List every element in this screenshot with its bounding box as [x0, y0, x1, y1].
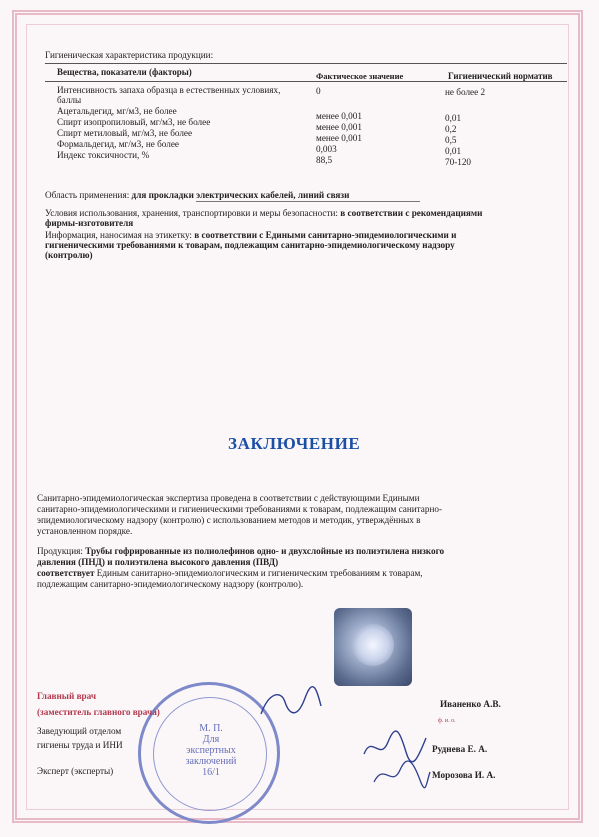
- conclusion-paragraph-line: эпидемиологическому надзору (контролю) с использованием методов и методик, утверждённых в: [37, 515, 421, 525]
- table-top-line: [45, 63, 567, 64]
- hygienic-title: Гигиеническая характеристика продукции:: [45, 50, 214, 60]
- complies-rest: Единым санитарно-эпидемиологическим и гигиеническим требованиям к товарам,: [96, 568, 423, 578]
- row-name: Ацетальдегид, мг/м3, не более: [57, 106, 177, 116]
- col-substances-header: Вещества, показатели (факторы): [57, 67, 192, 77]
- expert-signature: [370, 758, 432, 794]
- usage-line: [45, 208, 482, 218]
- complies-line: [37, 568, 423, 578]
- fio-caption: ф. и. о.: [438, 718, 456, 724]
- row-actual: менее 0,001: [316, 122, 362, 132]
- row-norm: 0,01: [445, 113, 462, 123]
- usage-value-cont: фирмы-изготовителя: [45, 218, 134, 228]
- chief-title: Главный врач: [37, 691, 97, 701]
- head-name: Руднева Е. А.: [432, 744, 488, 754]
- stamp-text: экспертных: [186, 745, 236, 756]
- row-norm: 0,2: [445, 124, 457, 134]
- chief-title-cont: (заместитель главного врача): [37, 707, 160, 717]
- scope-underline: [196, 201, 420, 202]
- row-actual: менее 0,001: [316, 111, 362, 121]
- head-title: Заведующий отделом: [37, 726, 122, 736]
- labeling-value-cont2: (контролю): [45, 250, 93, 260]
- labeling-value: в соответствии с Едиными санитарно-эпидемиологическими и: [194, 230, 457, 240]
- conclusion-paragraph-line: установленном порядке.: [37, 526, 133, 536]
- stamp-text: М. П.: [199, 723, 223, 734]
- conclusion-title: ЗАКЛЮЧЕНИЕ: [228, 434, 361, 453]
- hologram-emblem-icon: [352, 624, 394, 666]
- usage-label: Условия использования, хранения, транспортировки и меры безопасности:: [45, 208, 338, 218]
- stamp-text: заключений: [185, 756, 237, 767]
- row-name: Спирт изопропиловый, мг/м3, не более: [57, 117, 211, 127]
- row-name: Формальдегид, мг/м3, не более: [57, 139, 180, 149]
- row-name-cont: баллы: [57, 95, 82, 105]
- table-header-line: [45, 81, 567, 82]
- stamp-text: Для: [202, 734, 220, 745]
- head-title-cont: гигиены труда и ИНИ: [37, 740, 123, 750]
- row-name: Индекс токсичности, %: [57, 150, 150, 160]
- col-actual-header: Фактическое значение: [316, 71, 404, 81]
- row-actual: менее 0,001: [316, 133, 362, 143]
- row-actual: 88,5: [316, 155, 333, 165]
- labeling-line: [45, 230, 456, 240]
- labeling-label: Информация, наносимая на этикетку:: [45, 230, 192, 240]
- complies-word: соответствует: [37, 568, 95, 578]
- complies-cont: подлежащим санитарно-эпидемиологическому надзору (контролю).: [37, 579, 304, 589]
- col-norm-header: Гигиенический норматив: [448, 71, 553, 81]
- hologram-seal: [334, 608, 412, 686]
- expert-name: Морозова И. А.: [432, 770, 496, 780]
- chief-signature: [255, 684, 325, 724]
- scope-value: для прокладки электрических кабелей, линий связи: [131, 190, 350, 200]
- scope-line: [45, 190, 349, 200]
- row-norm: 0,01: [445, 146, 462, 156]
- conclusion-paragraph-line: санитарно-эпидемиологическими и гигиеническими требованиями к товарам, подлежащим санитарно-: [37, 504, 443, 514]
- stamp-text: 16/1: [202, 767, 220, 778]
- scope-label: Область применения:: [45, 190, 130, 200]
- product-line: [37, 546, 444, 556]
- product-name-cont: давления (ПНД) и полиэтилена высокого давления (ПВД): [37, 557, 279, 567]
- row-actual: 0,003: [316, 144, 337, 154]
- row-name: Спирт метиловый, мг/м3, не более: [57, 128, 193, 138]
- usage-value: в соответствии с рекомендациями: [340, 208, 483, 218]
- labeling-value-cont: гигиеническими требованиями к товарам, подлежащим санитарно-эпидемиологическому надзору: [45, 240, 455, 250]
- row-actual: 0: [316, 86, 321, 96]
- row-norm: 0,5: [445, 135, 457, 145]
- expert-title: Эксперт (эксперты): [37, 766, 114, 776]
- row-name: Интенсивность запаха образца в естественных условиях,: [57, 85, 281, 95]
- product-name: Трубы гофрированные из полиолефинов одно- и двухслойные из полиэтилена низкого: [85, 546, 445, 556]
- product-label: Продукция:: [37, 546, 83, 556]
- conclusion-paragraph-line: Санитарно-эпидемиологическая экспертиза проведена в соответствии с действующими Едиными: [37, 493, 420, 503]
- chief-name: Иваненко А.В.: [440, 699, 501, 709]
- stamp-center: [175, 723, 247, 778]
- row-norm: не более 2: [445, 87, 486, 97]
- row-norm: 70-120: [445, 157, 472, 167]
